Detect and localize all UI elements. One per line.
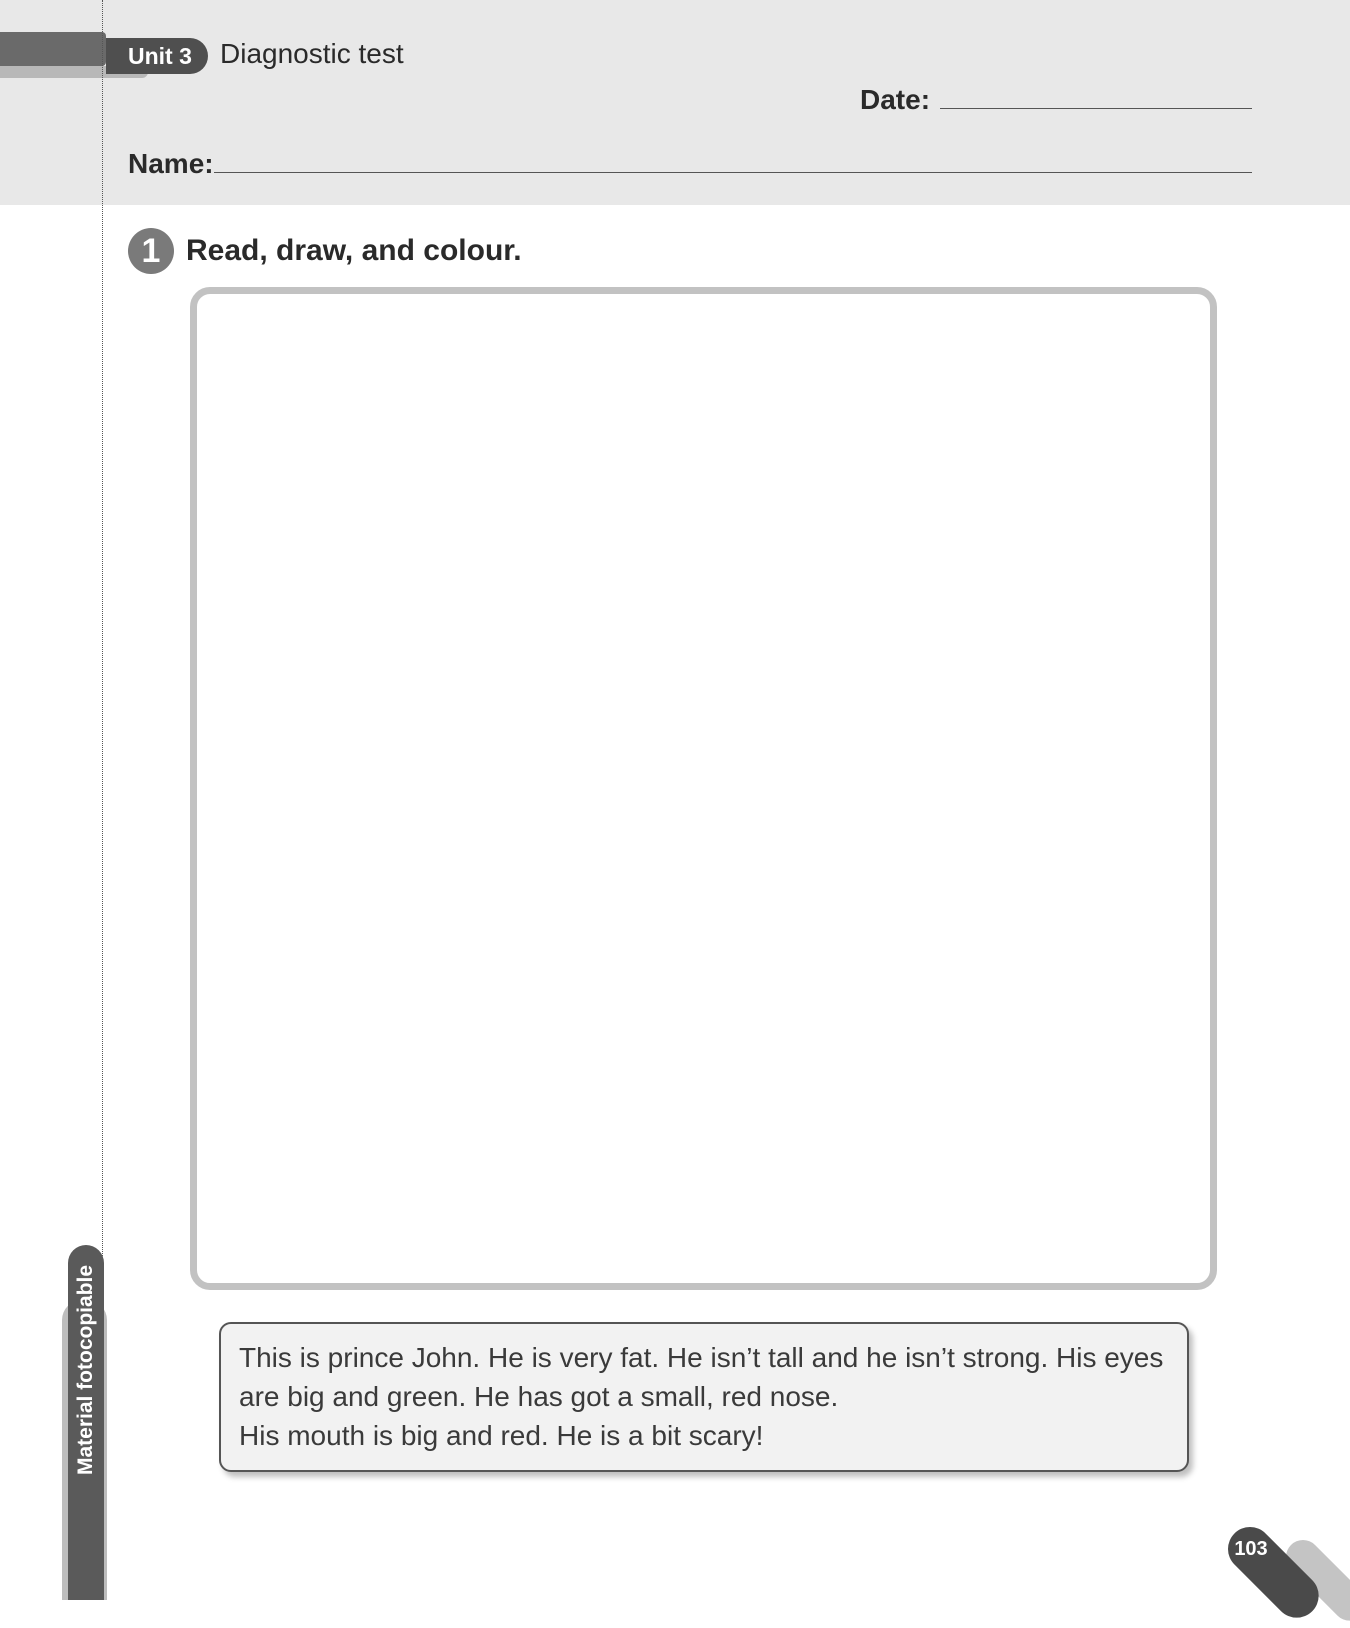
date-field[interactable] [940, 108, 1252, 109]
header-tab-bar [0, 32, 106, 66]
side-tab-label: Material fotocopiable [74, 1264, 97, 1476]
exercise-instruction: Read, draw, and colour. [186, 234, 522, 267]
name-label: Name: [128, 148, 214, 179]
page-title: Diagnostic test [220, 38, 404, 69]
name-field[interactable] [214, 172, 1252, 173]
page-number: 103 [1234, 1538, 1268, 1560]
reading-text-line: His mouth is big and red. He is a bit scary! [239, 1420, 764, 1451]
date-label: Date: [860, 84, 931, 115]
drawing-area[interactable] [190, 287, 1217, 1290]
reading-text-line: This is prince John. He is very fat. He isn’t tall and he isn’t strong. His eyes are big and green. He has got a small, red nose. [239, 1342, 1164, 1412]
exercise-number-badge: 1 [128, 228, 174, 274]
unit-badge: Unit 3 [106, 38, 208, 74]
reading-text-box [219, 1322, 1189, 1472]
